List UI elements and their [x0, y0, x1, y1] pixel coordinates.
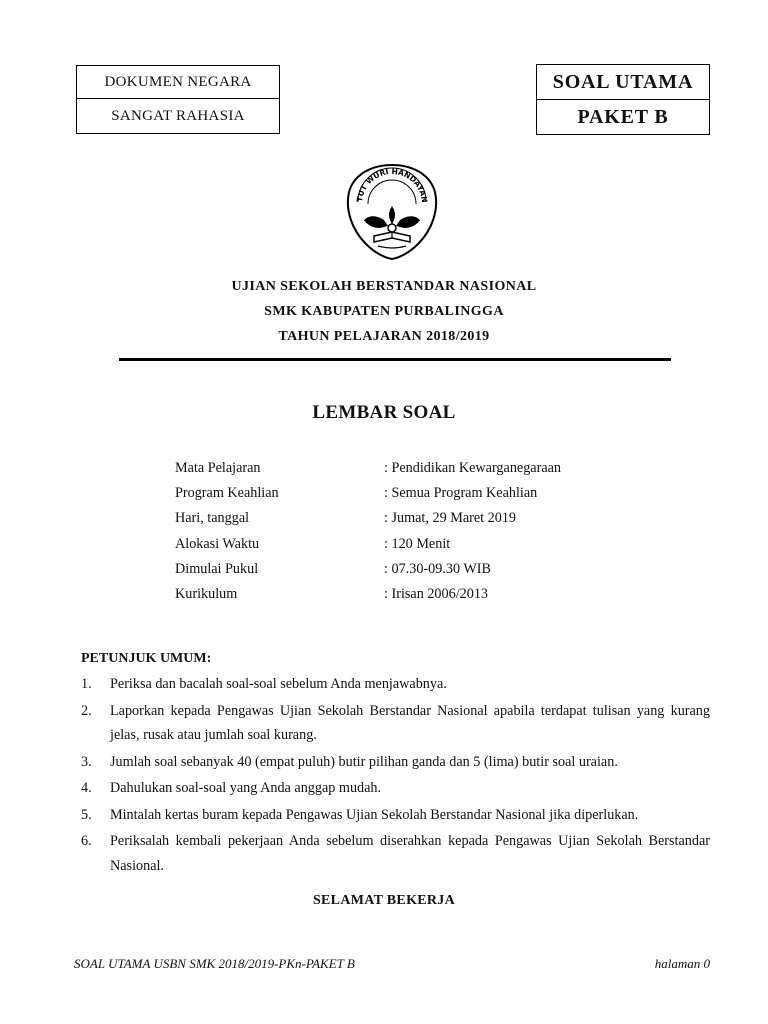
package-line-2: PAKET B — [577, 106, 669, 128]
item-text: Mintalah kertas buram kepada Pengawas Ujian Sekolah Berstandar Nasional jika diperlukan. — [110, 806, 639, 823]
info-label: Hari, tanggal — [175, 510, 250, 527]
list-item — [81, 829, 710, 878]
item-number: 5. — [81, 806, 92, 823]
package-box — [536, 64, 710, 135]
info-value: : 07.30-09.30 WIB — [384, 560, 491, 577]
info-label: Alokasi Waktu — [175, 535, 260, 552]
info-row — [175, 582, 655, 607]
classification-line-2: SANGAT RAHASIA — [111, 107, 245, 124]
info-label: Kurikulum — [175, 586, 238, 603]
item-text: Laporkan kepada Pengawas Ujian Sekolah Berstandar Nasional apabila terdapat tulisan yang kurang jelas, rusak atau jumlah soal kurang. — [110, 702, 710, 743]
closing-text: SELAMAT BEKERJA — [312, 893, 456, 908]
info-row — [175, 506, 655, 531]
item-text: Periksalah kembali pekerjaan Anda sebelum diserahkan kepada Pengawas Ujian Sekolah Berstandar Nasional. — [110, 833, 710, 874]
item-text: Dahulukan soal-soal yang Anda anggap mudah. — [110, 780, 382, 796]
info-value: : Semua Program Keahlian — [384, 485, 538, 502]
exam-info-table — [175, 456, 655, 607]
header-divider — [119, 358, 671, 361]
item-number: 6. — [81, 833, 92, 849]
info-row — [175, 481, 655, 506]
item-number: 2. — [81, 702, 92, 719]
info-value: : Jumat, 29 Maret 2019 — [384, 510, 517, 527]
instructions-title: PETUNJUK UMUM: — [81, 651, 212, 666]
info-label: Mata Pelajaran — [175, 460, 261, 477]
info-value: : Irisan 2006/2013 — [384, 586, 489, 603]
footer-document-id: SOAL UTAMA USBN SMK 2018/2019-PKn-PAKET B — [74, 956, 355, 971]
info-value: : 120 Menit — [384, 535, 451, 552]
instructions-list — [81, 672, 710, 880]
svg-text:TUT WURI HANDAYANI — [344, 162, 429, 203]
info-row — [175, 557, 655, 582]
emblem-text: TUT WURI HANDAYAN — [355, 166, 430, 204]
info-label: Dimulai Pukul — [175, 560, 259, 577]
info-row — [175, 456, 655, 481]
academic-year: TAHUN PELAJARAN 2018/2019 — [278, 329, 490, 344]
classification-line-1: DOKUMEN NEGARA — [77, 66, 279, 99]
footer-page-number: halaman 0 — [654, 956, 710, 971]
info-label: Program Keahlian — [175, 485, 279, 502]
list-item — [81, 672, 710, 697]
page-title: LEMBAR SOAL — [312, 402, 456, 423]
list-item — [81, 776, 710, 801]
classification-box — [76, 65, 280, 134]
list-item — [81, 699, 710, 748]
exam-name: UJIAN SEKOLAH BERSTANDAR NASIONAL — [231, 279, 537, 294]
package-line-1: SOAL UTAMA — [537, 65, 709, 100]
tut-wuri-handayani-emblem-icon — [344, 162, 440, 261]
info-row — [175, 532, 655, 557]
item-number: 4. — [81, 780, 92, 796]
item-number: 1. — [81, 676, 92, 692]
list-item — [81, 803, 710, 828]
item-text: Periksa dan bacalah soal-soal sebelum Anda menjawabnya. — [110, 676, 447, 692]
item-text: Jumlah soal sebanyak 40 (empat puluh) butir pilihan ganda dan 5 (lima) butir soal uraian. — [110, 753, 618, 770]
school-name: SMK KABUPATEN PURBALINGGA — [264, 304, 504, 319]
item-number: 3. — [81, 753, 92, 770]
info-value: : Pendidikan Kewarganegaraan — [384, 460, 562, 477]
list-item — [81, 750, 710, 775]
